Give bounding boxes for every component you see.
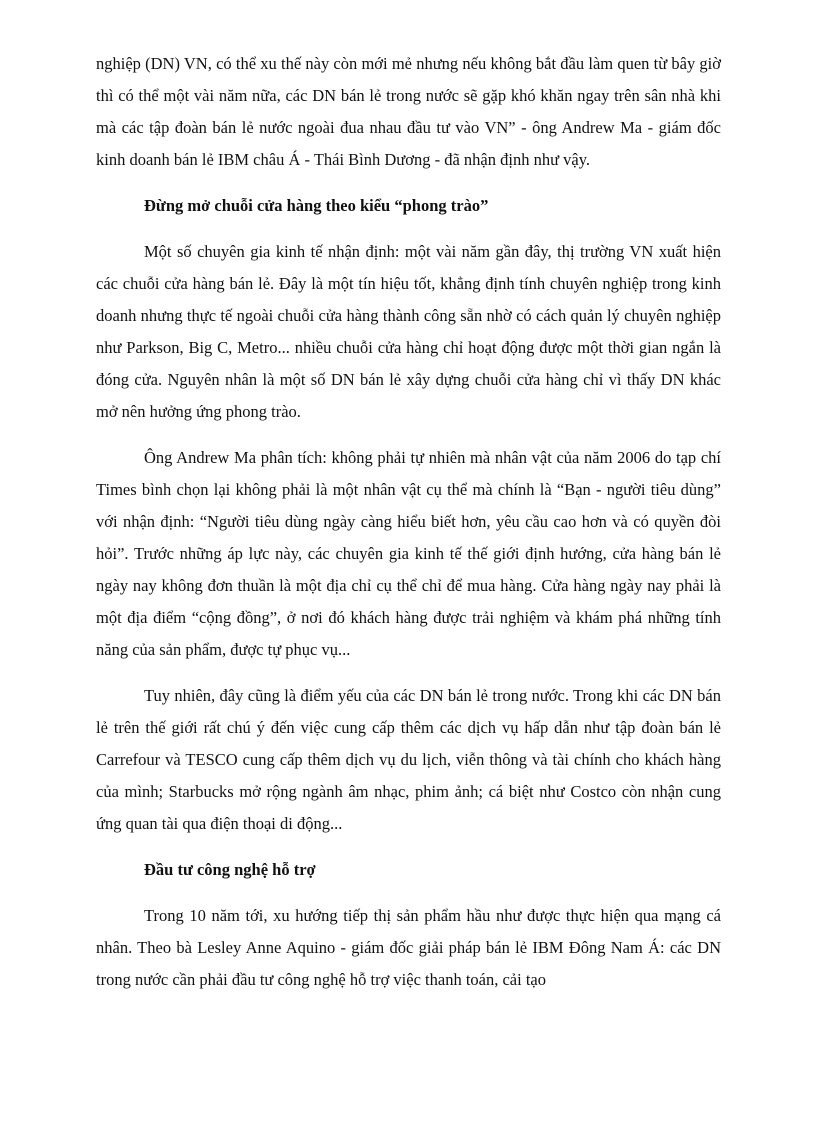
paragraph-expert-opinion: Một số chuyên gia kinh tế nhận định: một vài năm gần đây, thị trường VN xuất hiện các chuỗi cửa hàng bán lẻ. Đây là một tín hiệu tốt, khẳng định tính chuyên nghiệp trong kinh doanh nhưng thực tế ngoài chuỗi cửa hàng thành công sẵn nhờ có cách quản lý chuyên nghiệp như Parkson, Big C, Metro... nhiều chuỗi cửa hàng chỉ hoạt động được một thời gian ngắn là đóng cửa. Nguyên nhân là một số DN bán lẻ xây dựng chuỗi cửa hàng chỉ vì thấy DN khác mở nên hưởng ứng phong trào. xyxy=(96,242,721,421)
section-heading-technology-investment: Đầu tư công nghệ hỗ trợ xyxy=(144,860,316,879)
paragraph-domestic-weakness: Tuy nhiên, đây cũng là điểm yếu của các DN bán lẻ trong nước. Trong khi các DN bán lẻ trên thế giới rất chú ý đến việc cung cấp thêm các dịch vụ hấp dẫn như tập đoàn bán lẻ Carrefour và TESCO cung cấp thêm dịch vụ du lịch, viễn thông và tài chính cho khách hàng của mình; Starbucks mở rộng ngành âm nhạc, phim ảnh; cá biệt như Costco còn nhận cung ứng quan tài qua điện thoại di động... xyxy=(96,686,721,833)
paragraph-next-ten-years: Trong 10 năm tới, xu hướng tiếp thị sản phẩm hầu như được thực hiện qua mạng cá nhân. Theo bà Lesley Anne Aquino - giám đốc giải pháp bán lẻ IBM Đông Nam Á: các DN trong nước cần phải đầu tư công nghệ hỗ trợ việc thanh toán, cải tạo xyxy=(96,906,721,989)
document-page xyxy=(96,48,721,1010)
paragraph-intro-continued: nghiệp (DN) VN, có thể xu thế này còn mới mẻ nhưng nếu không bắt đầu làm quen từ bây giờ thì có thể một vài năm nữa, các DN bán lẻ trong nước sẽ gặp khó khăn ngay trên sân nhà khi mà các tập đoàn bán lẻ nước ngoài đua nhau đầu tư vào VN” - ông Andrew Ma - giám đốc kinh doanh bán lẻ IBM châu Á - Thái Bình Dương - đã nhận định như vậy. xyxy=(96,54,721,169)
section-heading-chain-stores: Đừng mở chuỗi cửa hàng theo kiểu “phong trào” xyxy=(144,196,489,215)
paragraph-andrew-ma-analysis: Ông Andrew Ma phân tích: không phải tự nhiên mà nhân vật của năm 2006 do tạp chí Times bình chọn lại không phải là một nhân vật cụ thể mà chính là “Bạn - người tiêu dùng” với nhận định: “Người tiêu dùng ngày càng hiểu biết hơn, yêu cầu cao hơn và có quyền đòi hỏi”. Trước những áp lực này, các chuyên gia kinh tế thế giới định hướng, cửa hàng bán lẻ ngày nay không đơn thuần là một địa chỉ cụ thể chỉ để mua hàng. Cửa hàng ngày nay phải là một địa điểm “cộng đồng”, ở nơi đó khách hàng được trải nghiệm và khám phá những tính năng của sản phẩm, được tự phục vụ... xyxy=(96,448,721,659)
